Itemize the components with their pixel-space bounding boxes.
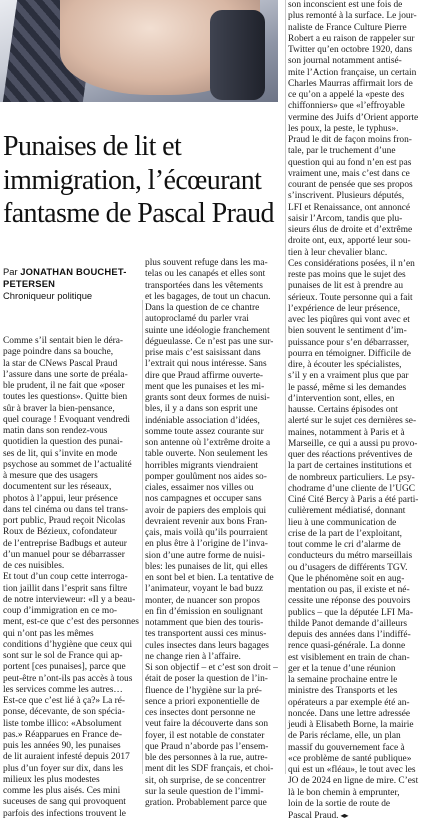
- article-line: plus d’un foyer sur dix, dans les: [3, 763, 124, 774]
- article-line: chodrame d’une cliente de l’UGC: [288, 483, 416, 494]
- article-line: quotidien la question des punai-: [3, 437, 123, 448]
- article-line: puissance pour s’en débarrasser,: [288, 337, 409, 348]
- article-line: tale, par le truchement d’une: [288, 146, 396, 157]
- article-line: Comme s’il sentait bien le déra-: [3, 336, 124, 346]
- article-line: pas.» Réapparues en France de-: [3, 729, 122, 740]
- article-line: courant de pensée que ses propos: [288, 180, 413, 190]
- byline-role: Chroniqueur politique: [3, 290, 93, 301]
- article-line: JO de 2024 en ligne de mire. C’est: [288, 776, 419, 787]
- article-line: bien souvent le sentiment d’im-: [288, 326, 407, 337]
- article-line: rence quasi-générale. La donne: [288, 641, 406, 652]
- article-line: l’animateur, voyant le bad buzz: [145, 584, 264, 595]
- article-line: Praud le dit de façon moins fron-: [288, 135, 412, 145]
- article-line: conditions d’hygiène que ceux qui: [3, 639, 133, 650]
- article-line: portent [ces punaises], parce que: [3, 662, 126, 673]
- article-line: devraient revenir aux bons Fran-: [145, 516, 268, 527]
- article-line: question qui au fond n’en est pas: [288, 157, 412, 168]
- article-line: avec les piqûres qui vont avec et: [288, 315, 410, 325]
- article-line: Twitter qu’en octobre 1920, dans: [288, 45, 413, 55]
- article-line: ou d’usagers de différents TGV.: [288, 562, 408, 573]
- article-line: parfois des infections trouvent le: [3, 808, 126, 819]
- article-line: Est-ce que c’est lié à ça?» La ré-: [3, 696, 126, 706]
- article-line: suinte une idéologie franchement: [145, 325, 270, 336]
- article-line: son journal notamment antisé-: [288, 56, 402, 67]
- article-line: cessite une réponse des pouvoirs: [288, 596, 411, 607]
- article-line: cules insectes dans leurs bagages: [145, 640, 269, 651]
- article-line: les poux, la peste, le typhus».: [288, 123, 399, 134]
- article-line: loin de la sortie de route de: [288, 798, 391, 809]
- article-line: sit, oh surprise, de se concentrer: [145, 775, 266, 786]
- article-line: notamment que bien des touris-: [145, 618, 264, 628]
- article-line: vermine des Juifs d’Orient apporte: [288, 112, 419, 123]
- article-line: ce qu’on a appelé la «peste des: [288, 90, 405, 100]
- article-line: port public, Praud reçoit Nicolas: [3, 516, 126, 526]
- article-line: de l’entreprise Badbugs et auteur: [3, 538, 127, 549]
- article-line: crise de la part de l’exploitant,: [288, 528, 403, 539]
- article-line: Pascal Praud. ◂▸: [288, 810, 349, 821]
- article-line: suceuses de sang qui provoquent: [3, 797, 126, 808]
- article-line: çais, mais voilà qu’ils pourraient: [145, 528, 268, 538]
- article-line: en plus être à l’origine de l’inva-: [145, 539, 268, 550]
- article-line: l’expérience de leur présence,: [288, 303, 400, 314]
- article-line: LFI et Renaissance, ont annoncé: [288, 202, 411, 213]
- article-line: Ces considérations posées, il n’en: [288, 258, 415, 269]
- column-3: [288, 0, 434, 822]
- article-line: somme toute assez courante sur: [145, 426, 264, 437]
- column-separator: [285, 0, 286, 774]
- article-line: ponse, décevante, de son spécia-: [3, 707, 125, 718]
- article-line: gration. Probablement parce que: [145, 798, 267, 808]
- article-line: la semaine prochaine entre le: [288, 675, 398, 685]
- article-line: s’inscrivent. Plusieurs députés,: [288, 191, 405, 202]
- article-line: depuis des années dans l’indiffé-: [288, 630, 411, 640]
- article-line: autoproclamé du parler vrai: [145, 314, 249, 325]
- article-line: de ces nuisibles.: [3, 561, 65, 571]
- article-line: à mesure que des usagers: [3, 471, 98, 481]
- article-line: ces insectes dont personne ne: [145, 708, 256, 718]
- article-line: publics – que la députée LFI Ma-: [288, 607, 413, 618]
- article-line: sérieux. Toute personne qui a fait: [288, 292, 413, 303]
- article-line: documentent sur les réseaux,: [3, 482, 112, 493]
- article-line: grants sont deux formes de nuisi-: [145, 393, 270, 403]
- article-line: ment que les punaises et les mi-: [145, 381, 265, 392]
- article-line: Roux de Bézieux, cofondateur: [3, 527, 118, 538]
- article-line: massif du gouvernement face à: [288, 742, 405, 753]
- byline: [3, 266, 143, 302]
- article-line: tout comme le cri d’alarme de: [288, 540, 401, 550]
- article-line: d’intervention sont, elles, en: [288, 393, 395, 404]
- photo-microphone-shape: [210, 10, 265, 100]
- article-line: telas ou les canapés et elles sont: [145, 269, 266, 280]
- article-line: «ce problème de santé publique»: [288, 753, 412, 764]
- article-line: la star de CNews Pascal Praud: [3, 358, 118, 369]
- article-line: est visiblement en train de chan-: [288, 652, 410, 663]
- article-line: Et tout d’un coup cette interroga-: [3, 572, 128, 583]
- article-line: là le bon chemin à emprunter,: [288, 787, 400, 798]
- article-line: culièrement médiatisé, donnant: [288, 506, 406, 517]
- article-line: quel courage ! Evoquant vendredi: [3, 414, 131, 425]
- article-line: la part de certaines institutions et: [288, 461, 412, 472]
- article-line: mentation ou pas, il existe et né-: [288, 585, 410, 595]
- article-line: tion jaillit dans l’esprit sans filtre: [3, 583, 128, 594]
- article-photo: [0, 0, 278, 102]
- article-line: sur la seule question de l’immi-: [145, 786, 264, 797]
- article-line: tien à leur chevalier blanc.: [288, 247, 388, 258]
- headline: Punaises de lit et immigration, l’écœurant fantasme de Pascal Praud: [3, 131, 274, 229]
- article-line: liste tombe illico: «Absolument: [3, 718, 122, 729]
- article-line: ger et la tenue d’une réunion: [288, 663, 396, 674]
- article-line: ble des personnes à la rue, autre-: [145, 753, 268, 763]
- article-line: Charles Maurras affirmait lors de: [288, 78, 413, 89]
- article-line: son inconscient est une fois de: [288, 0, 403, 10]
- article-line: reste pas moins que le sujet des: [288, 270, 406, 280]
- article-line: plus remonté à la surface. Le jour-: [288, 11, 417, 22]
- article-line: de nombreux particuliers. Le psy-: [288, 472, 415, 483]
- article-line: de lit auraient infesté depuis 2017: [3, 752, 130, 763]
- article-line: peut-être n’ont-ils pas accès à tous: [3, 673, 133, 684]
- article-line: conducteurs du métro marseillais: [288, 551, 413, 562]
- article-line: Ciné Cité Bercy à Paris a été parti-: [288, 495, 419, 505]
- article-line: milieux les plus modestes: [3, 774, 100, 785]
- article-line: Que le phénomène soit en aug-: [288, 573, 405, 584]
- article-line: pourra en témoigner. Difficile de: [288, 348, 411, 359]
- article-line: Robert a eu raison de rappeler sur: [288, 33, 415, 44]
- article-line: punaises de lit est à prendre au: [288, 281, 404, 292]
- article-line: en fin d’émission en soulignant: [145, 606, 263, 617]
- article-line: naliste de France Culture Pierre: [288, 22, 407, 33]
- article-line: toutes les questions». Quitte bien: [3, 392, 128, 403]
- article-line: sont sur le sol de France qui ap-: [3, 651, 123, 661]
- article-line: droite ont, eux, apporté leur sou-: [288, 236, 411, 247]
- article-line: opérateurs a par exemple été an-: [288, 697, 410, 708]
- article-line: puis les années 90, les punaises: [3, 741, 121, 751]
- article-line: coup d’immigration en ce mo-: [3, 606, 118, 616]
- article-line: dégueulasse. Ce n’est pas une sur-: [145, 336, 274, 347]
- article-line: quer des réactions préventives de: [288, 450, 413, 460]
- article-line: hausse. Certains épisodes ont: [288, 405, 398, 415]
- article-line: prise mais c’est saisissant dans: [145, 348, 261, 358]
- article-line: son antenne où l’extrême droite a: [145, 438, 271, 448]
- article-line: foyer, il est notable de constater: [145, 730, 265, 741]
- article-line: horribles migrants viendraient: [145, 460, 258, 471]
- article-line: thilde Panot demande d’ailleurs: [288, 618, 407, 629]
- article-line: les services comme les autres…: [3, 684, 123, 695]
- article-line: photos à l’appui, leur présence: [3, 493, 118, 504]
- article-line: lieu à une communication de: [288, 517, 397, 528]
- article-line: dire que Praud affirme ouverte-: [145, 370, 264, 381]
- article-line: bles: les punaises de lit, qui elles: [145, 561, 268, 572]
- byline-author: JONATHAN BOUCHET-PETERSEN: [3, 266, 127, 289]
- article-line: ble prudent, il ne fait que «poser: [3, 381, 125, 391]
- article-line: ment, est-ce que c’est des personnes: [3, 617, 139, 628]
- article-line: bles, il y a dans son esprit une: [145, 404, 258, 415]
- article-line: ses de lit, qui s’invite en mode: [3, 448, 118, 459]
- article-line: de notre intervieweur: «Il y a beau-: [3, 594, 136, 605]
- article-line: matin dans son rendez-vous: [3, 426, 108, 436]
- column-2: [145, 258, 283, 809]
- article-line: sence a priori exponentielle de: [145, 696, 260, 707]
- article-line: et les bagages, de tout un chacun.: [145, 291, 271, 302]
- article-line: le passé, même si les demandes: [288, 382, 407, 393]
- article-line: sûr à braver la bien-pensance,: [3, 403, 115, 414]
- article-line: maines, notamment à Paris et à: [288, 427, 405, 438]
- end-of-article-icon: ◂▸: [340, 811, 349, 820]
- article-line: noncée. Dans une lettre adressée: [288, 708, 411, 719]
- article-line: psychose au sommet de l’actualité: [3, 459, 132, 470]
- article-line: page poindre dans sa bouche,: [3, 347, 114, 358]
- article-line: sieurs élus de droite et d’extrême: [288, 225, 413, 235]
- article-line: dans tel cinéma ou dans tel trans-: [3, 504, 128, 515]
- article-line: de Paris réclame, elle, un plan: [288, 731, 401, 742]
- article-line: transportées dans les vêtements: [145, 280, 263, 291]
- article-line: dire, à écouter les spécialistes,: [288, 360, 402, 370]
- article-line: indéniable association d’idées,: [145, 415, 260, 426]
- article-line: qui est un «fléau», le tout avec les: [288, 765, 416, 775]
- article-line: nos campagnes et occuper sans: [145, 494, 262, 505]
- article-line: ministre des Transports et les: [288, 686, 398, 697]
- article-line: avoir de papiers des emplois qui: [145, 505, 267, 516]
- article-line: d’un manuel pour se débarrasser: [3, 549, 125, 560]
- article-line: ment dit les SDF français, et choi-: [145, 764, 274, 775]
- article-line: vraiment une, mais c’est dans ce: [288, 168, 410, 179]
- article-line: en sont bel et bien. La tentative de: [145, 573, 274, 583]
- byline-par: Par: [3, 266, 18, 277]
- article-line: veut faire la découverte dans son: [145, 719, 269, 730]
- article-line: ne change rien à l’affaire.: [145, 651, 241, 662]
- article-line: alerté sur le sujet ces dernières se-: [288, 416, 417, 427]
- article-line: Si son objectif – et c’est son droit –: [145, 663, 278, 673]
- article-line: table ouverte. Non seulement les: [145, 449, 268, 460]
- article-line: monter, de nuancer son propos: [145, 595, 260, 606]
- article-line: ciales, essaimer nos villes ou: [145, 483, 254, 493]
- column-1: [3, 336, 141, 820]
- article-line: Marseille, ce qui a aussi pu provo-: [288, 438, 418, 449]
- article-line: Dans la question de ce chantre: [145, 303, 260, 313]
- article-line: fluence de l’hygiène sur la pré-: [145, 685, 262, 696]
- article-line: tes transportent aussi ces minus-: [145, 629, 267, 640]
- article-line: mite l’Action française, un certain: [288, 67, 417, 78]
- article-line: plus souvent refuge dans les ma-: [145, 258, 268, 268]
- article-line: chiffonniers» que «l’effroyable: [288, 101, 405, 112]
- article-line: pomper goulûment nos aides so-: [145, 471, 267, 482]
- article-line: que Praud n’aborde pas l’ensem-: [145, 741, 269, 752]
- column-separator: [142, 300, 143, 774]
- article-line: était de poser la question de l’in-: [145, 674, 268, 685]
- article-line: qui n’ont pas les mêmes: [3, 628, 94, 639]
- article-line: l’extrait qui nous intéresse. Sans: [145, 359, 267, 370]
- article-line: saisir l’Arcom, tandis que plu-: [288, 213, 403, 224]
- article-line: jeudi à Elisabeth Borne, la mairie: [288, 720, 414, 730]
- article-line: sion d’une autre forme de nuisi-: [145, 550, 266, 561]
- article-line: l’assure dans une sorte de préala-: [3, 369, 128, 380]
- article-line: comme les plus aisés. Ces mini: [3, 786, 121, 796]
- article-line: s’il y en a vraiment plus que par: [288, 371, 409, 382]
